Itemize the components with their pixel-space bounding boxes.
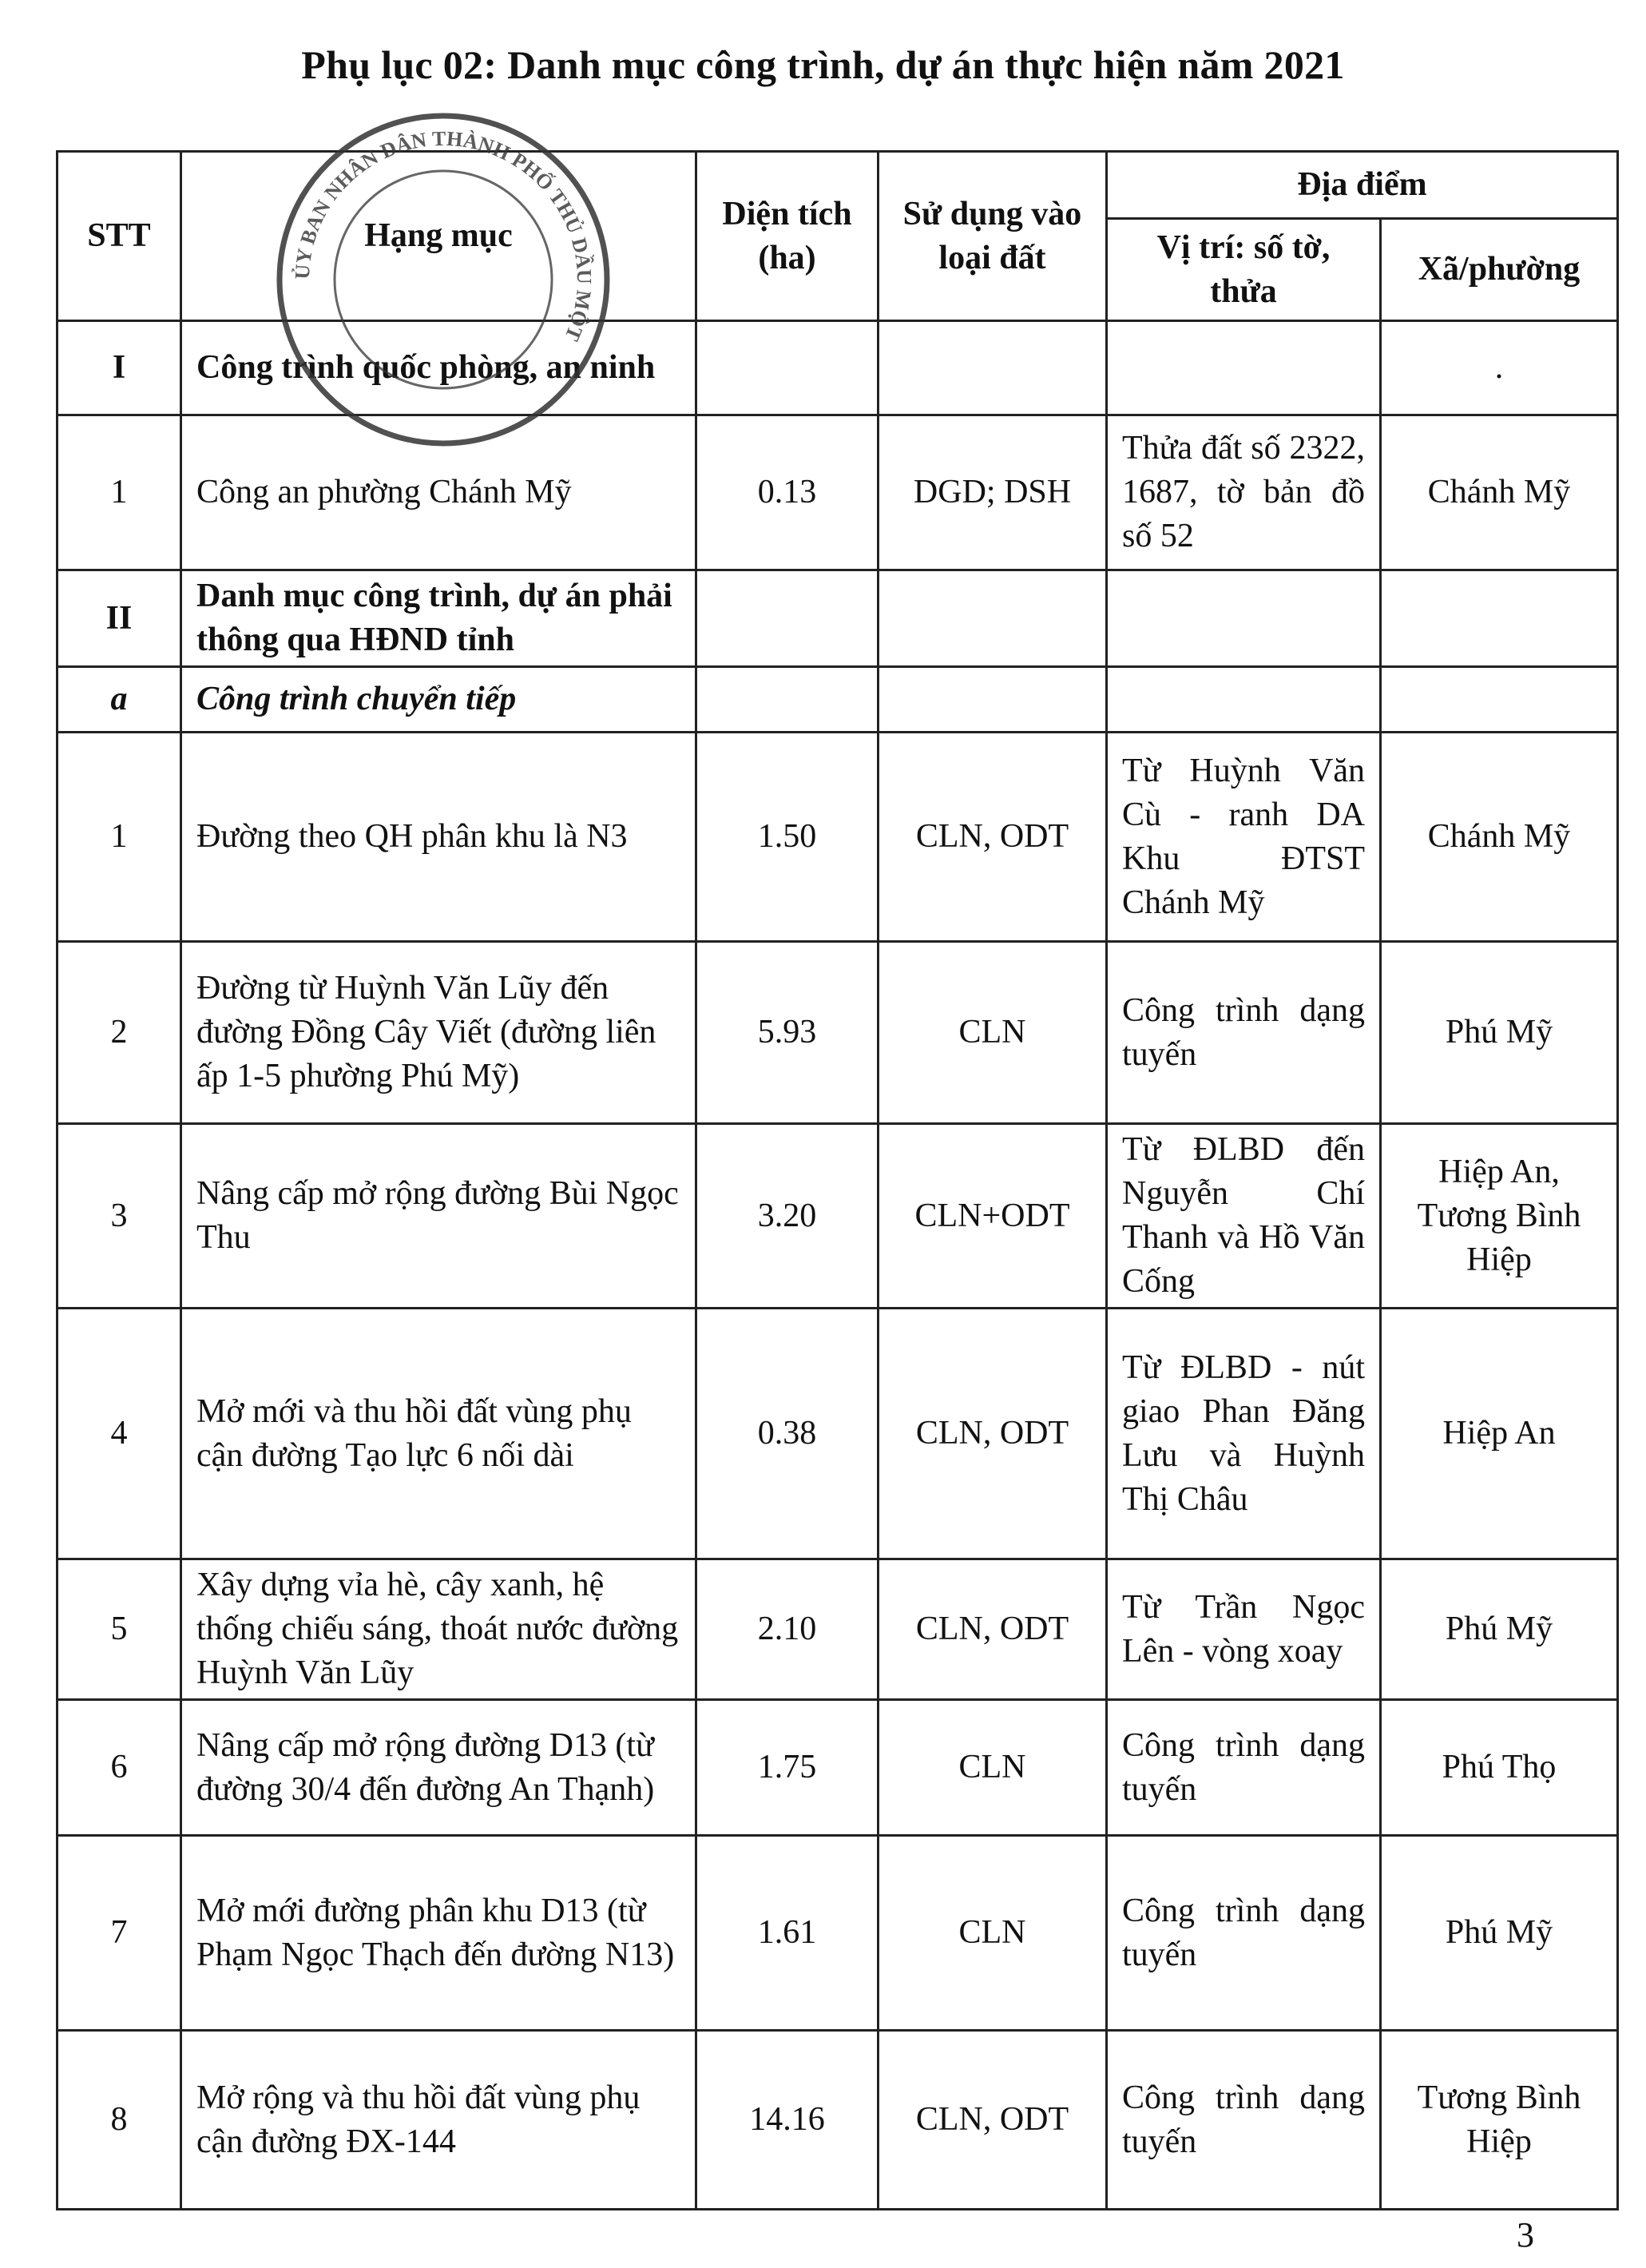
- table-row: [58, 1559, 1618, 1700]
- position-cell: Công trình dạng tuyến: [1107, 942, 1381, 1124]
- ward-cell: Hiệp An: [1381, 1309, 1618, 1559]
- ward-cell: Tương Bình Hiệp: [1381, 2031, 1618, 2210]
- stt-cell: 1: [58, 415, 181, 570]
- header-stt: STT: [58, 152, 181, 321]
- area-cell: 5.93: [696, 942, 879, 1124]
- ward-cell: Chánh Mỹ: [1381, 415, 1618, 570]
- section-stt: II: [58, 570, 181, 667]
- stamp-ring-text: ỦY BAN NHÂN DÂN THÀNH PHỐ THỦ DẦU MỘT: [290, 126, 597, 344]
- position-cell: Công trình dạng tuyến: [1107, 1836, 1381, 2031]
- document-title: Phụ lục 02: Danh mục công trình, dự án thực hiện năm 2021: [301, 42, 1345, 87]
- position-cell: Công trình dạng tuyến: [1107, 1700, 1381, 1836]
- position-cell: Từ Trần Ngọc Lên - vòng xoay: [1107, 1559, 1381, 1700]
- name-cell: Đường theo QH phân khu là N3: [181, 733, 696, 942]
- section-row-i: [58, 321, 1618, 415]
- position-cell: Từ ĐLBD - nút giao Phan Đăng Lưu và Huỳnh Thị Châu: [1107, 1309, 1381, 1559]
- section-stt: I: [58, 321, 181, 415]
- section-stt: a: [58, 667, 181, 733]
- empty-cell: [879, 321, 1107, 415]
- stt-cell: 5: [58, 1559, 181, 1700]
- ward-cell: .: [1381, 321, 1618, 415]
- project-table: [56, 150, 1619, 2210]
- empty-cell: [696, 321, 879, 415]
- table-row: [58, 942, 1618, 1124]
- empty-cell: [879, 667, 1107, 733]
- land-use-cell: CLN, ODT: [879, 2031, 1107, 2210]
- ward-cell: Phú Thọ: [1381, 1700, 1618, 1836]
- empty-cell: [1107, 570, 1381, 667]
- land-use-cell: CLN: [879, 1700, 1107, 1836]
- section-name: Công trình quốc phòng, an ninh: [181, 321, 696, 415]
- stt-cell: 2: [58, 942, 181, 1124]
- empty-cell: [1381, 667, 1618, 733]
- ward-cell: Phú Mỹ: [1381, 942, 1618, 1124]
- position-cell: Từ Huỳnh Văn Cù - ranh DA Khu ĐTST Chánh Mỹ: [1107, 733, 1381, 942]
- stt-cell: 3: [58, 1124, 181, 1309]
- name-cell: Mở mới và thu hồi đất vùng phụ cận đường Tạo lực 6 nối dài: [181, 1309, 696, 1559]
- area-cell: 1.75: [696, 1700, 879, 1836]
- area-cell: 1.61: [696, 1836, 879, 2031]
- area-cell: 0.38: [696, 1309, 879, 1559]
- table-row: [58, 1309, 1618, 1559]
- land-use-cell: DGD; DSH: [879, 415, 1107, 570]
- empty-cell: [879, 570, 1107, 667]
- name-cell: Đường từ Huỳnh Văn Lũy đến đường Đồng Cây Viết (đường liên ấp 1-5 phường Phú Mỹ): [181, 942, 696, 1124]
- table-row: [58, 1700, 1618, 1836]
- header-hang-muc: Hạng mục: [181, 152, 696, 321]
- ward-cell: Chánh Mỹ: [1381, 733, 1618, 942]
- position-cell: Từ ĐLBD đến Nguyễn Chí Thanh và Hồ Văn Cống: [1107, 1124, 1381, 1309]
- section-name: Danh mục công trình, dự án phải thông qua HĐND tỉnh: [181, 570, 696, 667]
- section-row-ii: [58, 570, 1618, 667]
- stt-cell: 6: [58, 1700, 181, 1836]
- name-cell: Xây dựng vỉa hè, cây xanh, hệ thống chiếu sáng, thoát nước đường Huỳnh Văn Lũy: [181, 1559, 696, 1700]
- stt-cell: 8: [58, 2031, 181, 2210]
- section-row-a: [58, 667, 1618, 733]
- position-cell: Công trình dạng tuyến: [1107, 2031, 1381, 2210]
- stt-cell: 4: [58, 1309, 181, 1559]
- area-cell: 14.16: [696, 2031, 879, 2210]
- name-cell: Mở mới đường phân khu D13 (từ Phạm Ngọc Thạch đến đường N13): [181, 1836, 696, 2031]
- land-use-cell: CLN: [879, 1836, 1107, 2031]
- land-use-cell: CLN, ODT: [879, 1559, 1107, 1700]
- table-row: [58, 733, 1618, 942]
- table-row: [58, 1124, 1618, 1309]
- header-vi-tri: Vị trí: số tờ, thửa: [1107, 219, 1381, 321]
- empty-cell: [1107, 321, 1381, 415]
- area-cell: 1.50: [696, 733, 879, 942]
- area-cell: 2.10: [696, 1559, 879, 1700]
- header-dien-tich: Diện tích (ha): [696, 152, 879, 321]
- table-row: [58, 2031, 1618, 2210]
- land-use-cell: CLN+ODT: [879, 1124, 1107, 1309]
- section-name: Công trình chuyển tiếp: [181, 667, 696, 733]
- land-use-cell: CLN: [879, 942, 1107, 1124]
- header-su-dung: Sử dụng vào loại đất: [879, 152, 1107, 321]
- name-cell: Nâng cấp mở rộng đường Bùi Ngọc Thu: [181, 1124, 696, 1309]
- land-use-cell: CLN, ODT: [879, 1309, 1107, 1559]
- header-dia-diem: Địa điểm: [1107, 152, 1618, 219]
- header-xa-phuong: Xã/phường: [1381, 219, 1618, 321]
- empty-cell: [1381, 570, 1618, 667]
- page-number: 3: [1517, 2215, 1534, 2254]
- ward-cell: Phú Mỹ: [1381, 1559, 1618, 1700]
- stt-cell: 7: [58, 1836, 181, 2031]
- stt-cell: 1: [58, 733, 181, 942]
- empty-cell: [696, 570, 879, 667]
- empty-cell: [1107, 667, 1381, 733]
- area-cell: 3.20: [696, 1124, 879, 1309]
- name-cell: Nâng cấp mở rộng đường D13 (từ đường 30/4 đến đường An Thạnh): [181, 1700, 696, 1836]
- ward-cell: Hiệp An, Tương Bình Hiệp: [1381, 1124, 1618, 1309]
- empty-cell: [696, 667, 879, 733]
- table-row: [58, 1836, 1618, 2031]
- position-cell: Thửa đất số 2322, 1687, tờ bản đồ số 52: [1107, 415, 1381, 570]
- name-cell: Mở rộng và thu hồi đất vùng phụ cận đường ĐX-144: [181, 2031, 696, 2210]
- area-cell: 0.13: [696, 415, 879, 570]
- land-use-cell: CLN, ODT: [879, 733, 1107, 942]
- table-row: [58, 415, 1618, 570]
- name-cell: Công an phường Chánh Mỹ: [181, 415, 696, 570]
- header-row: [58, 152, 1618, 219]
- ward-cell: Phú Mỹ: [1381, 1836, 1618, 2031]
